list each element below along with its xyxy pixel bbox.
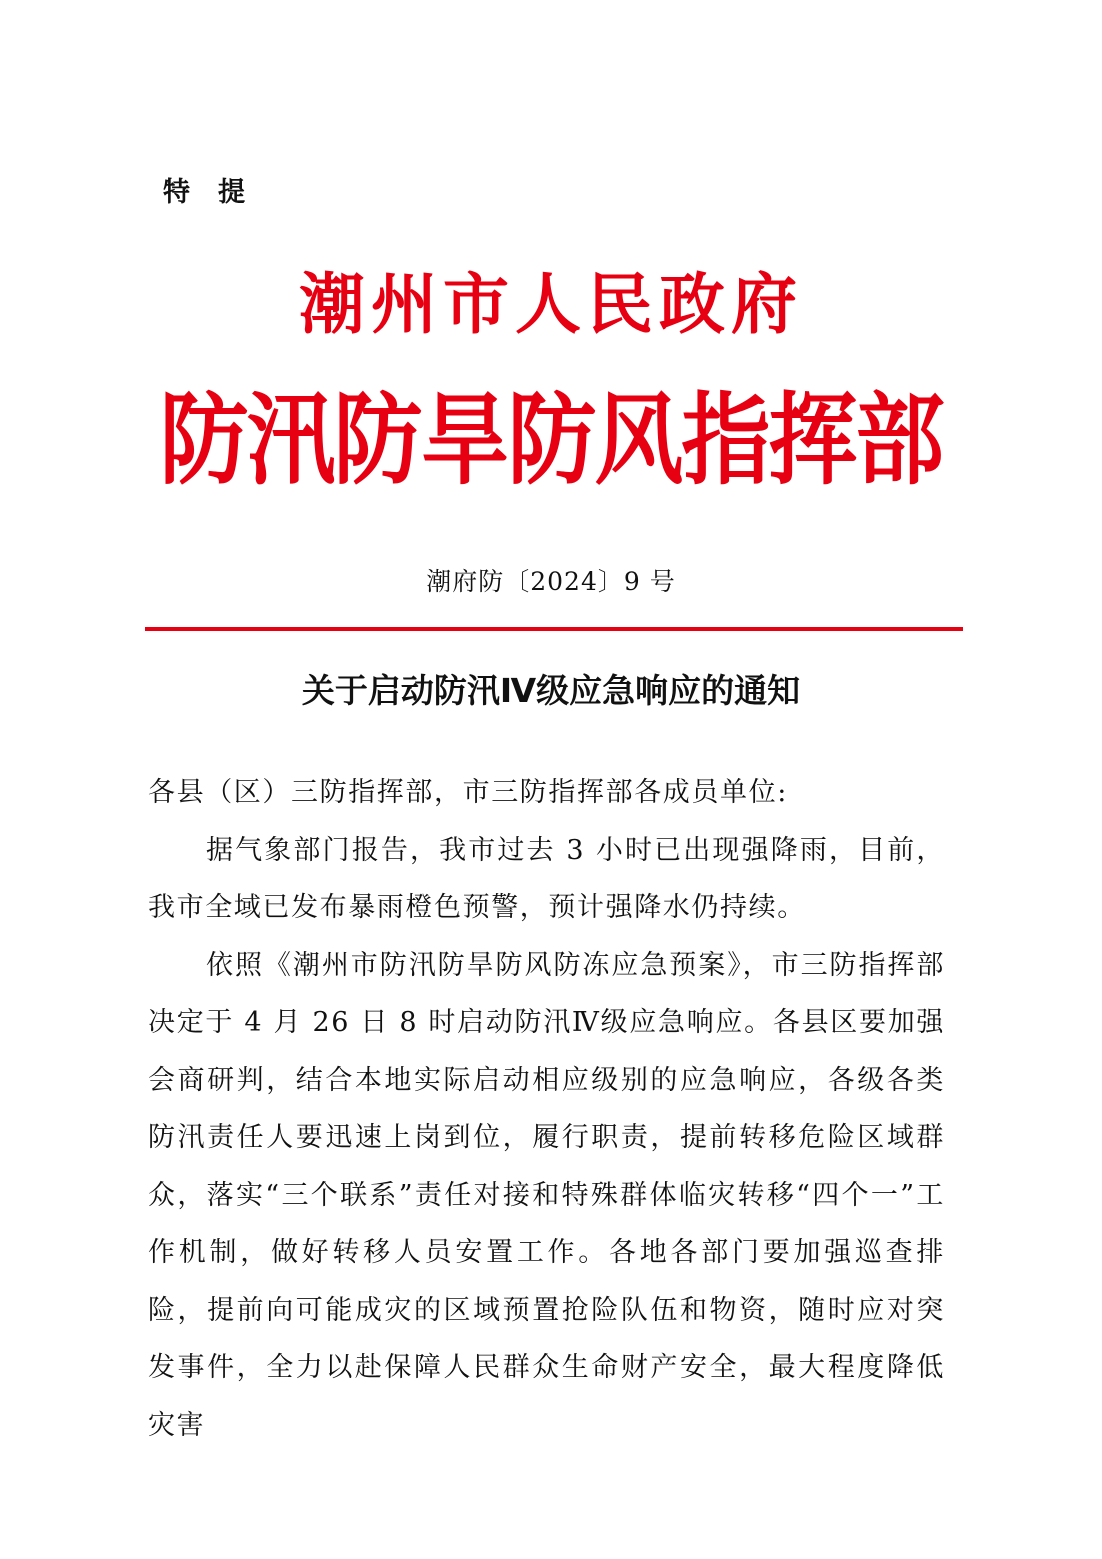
urgency-char-1: 特 bbox=[163, 177, 190, 208]
document-body bbox=[148, 764, 945, 1454]
salutation: 各县（区）三防指挥部，市三防指挥部各成员单位: bbox=[148, 777, 788, 808]
red-divider-line bbox=[145, 627, 963, 631]
issuer-name-line-2: 防汛防旱防风指挥部 bbox=[159, 380, 943, 498]
issuer-name-line-1: 潮州市人民政府 bbox=[299, 265, 803, 343]
urgency-marker bbox=[163, 170, 245, 209]
body-paragraph-1: 据气象部门报告，我市过去 3 小时已出现强降雨，目前，我市全域已发布暴雨橙色预警，预计强降水仍持续。 bbox=[148, 834, 945, 923]
urgency-char-2: 提 bbox=[218, 177, 245, 208]
body-paragraph-2: 依照《潮州市防汛防旱防风防冻应急预案》，市三防指挥部决定于 4 月 26 日 8 时启动防汛Ⅳ级应急响应。各县区要加强会商研判，结合本地实际启动相应级别的应急响应，各级各类防汛责任人要迅速上岗到位，履行职责，提前转移危险区域群众，落实“三个联系”责任对接和特殊群体临灾转移“四个一”工作机制，做好转移人员安置工作。各地各部门要加强巡查排险，提前向可能成灾的区域预置抢险队伍和物资，随时应对突发事件，全力以赴保障人民群众生命财产安全，最大程度降低灾害 bbox=[148, 949, 945, 1441]
document-number: 潮府防〔2024〕9 号 bbox=[426, 567, 676, 596]
document-title: 关于启动防汛Ⅳ级应急响应的通知 bbox=[301, 671, 801, 710]
